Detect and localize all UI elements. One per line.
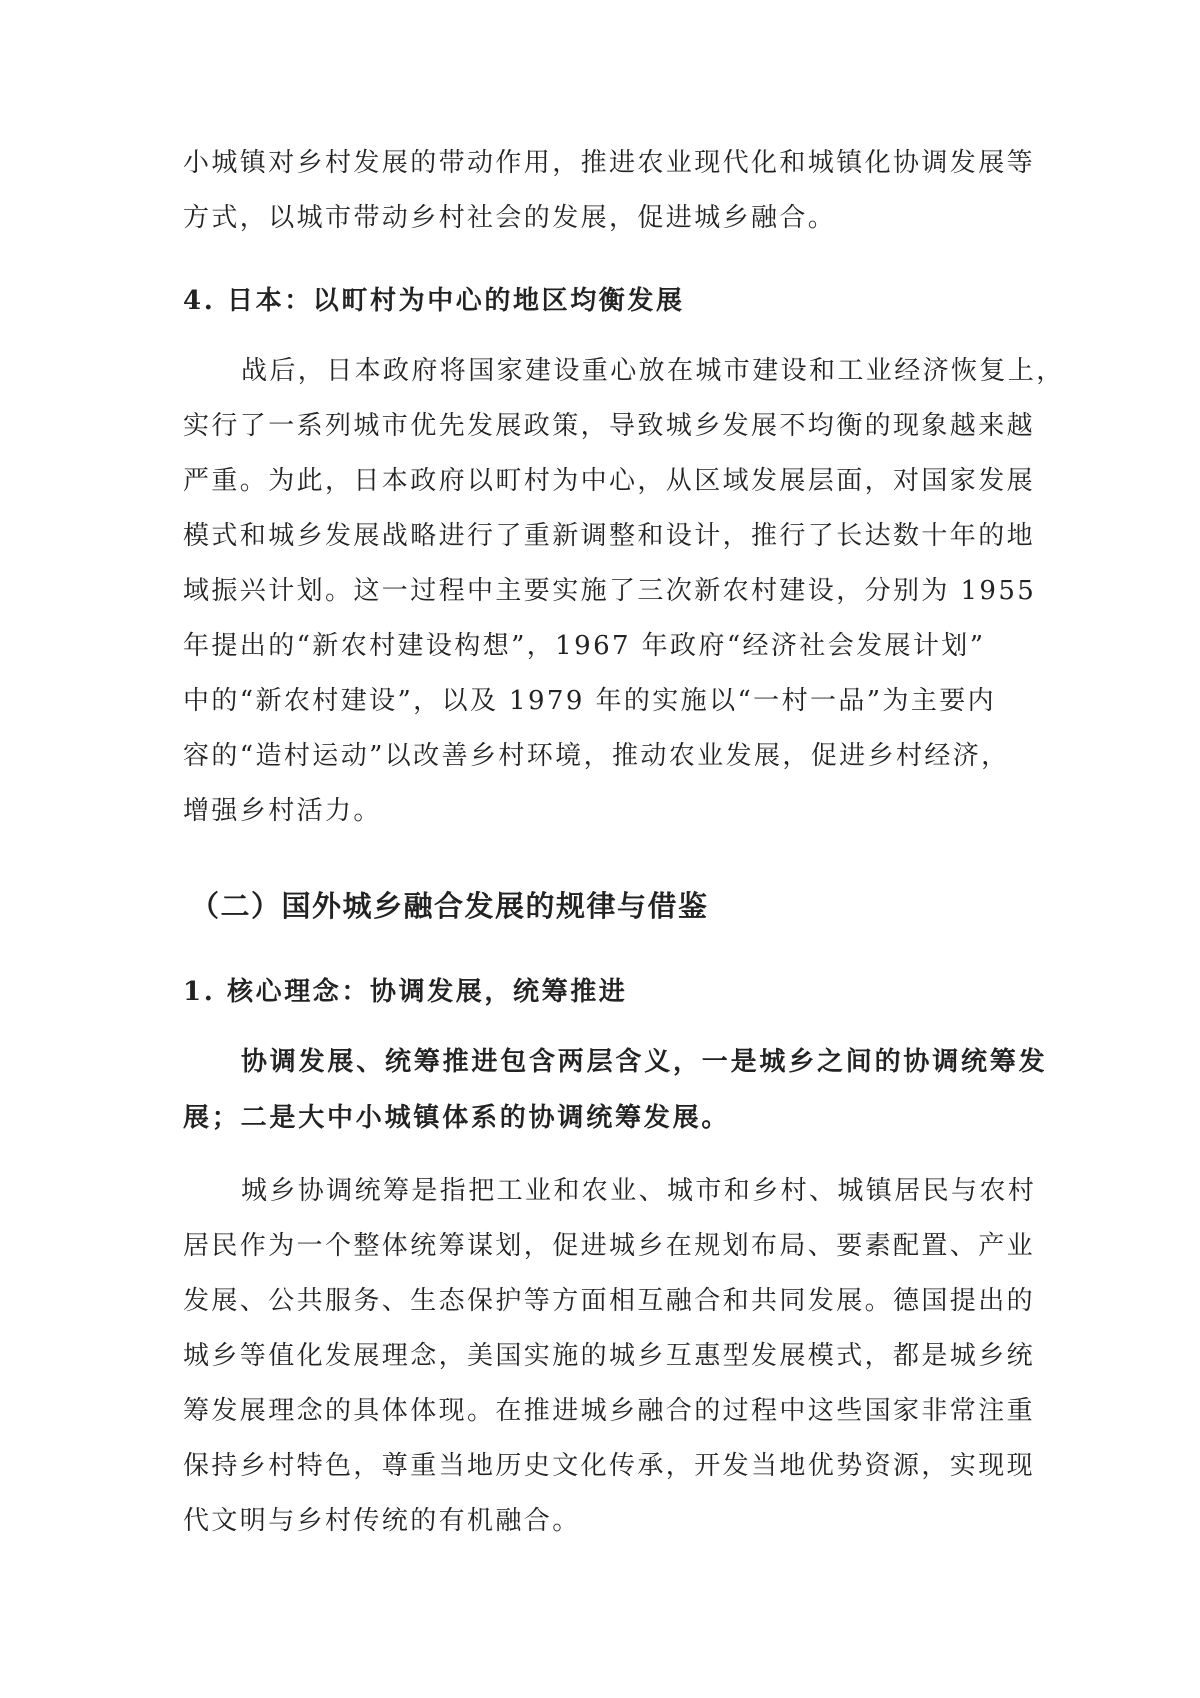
japan-line-6: 年提出的“新农村建设构想”，1967 年政府“经济社会发展计划”	[183, 631, 986, 661]
japan-line-2: 实行了一系列城市优先发展政策，导致城乡发展不均衡的现象越来越	[183, 411, 1036, 441]
body-line-4: 城乡等值化发展理念，美国实施的城乡互惠型发展模式，都是城乡统	[183, 1341, 1036, 1371]
section-heading: （二）国外城乡融合发展的规律与借鉴	[190, 889, 709, 923]
concept-heading: 1. 核心理念：协调发展，统筹推进	[183, 977, 628, 1007]
body-line-5: 筹发展理念的具体体现。在推进城乡融合的过程中这些国家非常注重	[183, 1396, 1036, 1426]
body-line-6: 保持乡村特色，尊重当地历史文化传承，开发当地优势资源，实现现	[183, 1451, 1036, 1481]
japan-line-1: 战后，日本政府将国家建设重心放在城市建设和工业经济恢复上，	[241, 356, 1065, 386]
body-line-7: 代文明与乡村传统的有机融合。	[183, 1506, 581, 1536]
intro-line-2: 方式，以城市带动乡村社会的发展，促进城乡融合。	[183, 203, 837, 233]
intro-line-1: 小城镇对乡村发展的带动作用，推进农业现代化和城镇化协调发展等	[183, 148, 1036, 178]
japan-line-7: 中的“新农村建设”，以及 1979 年的实施以“一村一品”为主要内	[183, 686, 997, 716]
key-statement-line-1: 协调发展、统筹推进包含两层含义，一是城乡之间的协调统筹发	[241, 1047, 1048, 1077]
japan-heading: 4. 日本：以町村为中心的地区均衡发展	[183, 286, 685, 316]
body-line-2: 居民作为一个整体统筹谋划，促进城乡在规划布局、要素配置、产业	[183, 1231, 1036, 1261]
japan-line-5: 域振兴计划。这一过程中主要实施了三次新农村建设，分别为 1955	[183, 576, 1037, 606]
japan-line-3: 严重。为此，日本政府以町村为中心，从区域发展层面，对国家发展	[183, 466, 1036, 496]
japan-line-8: 容的“造村运动”以改善乡村环境，推动农业发展，促进乡村经济，	[183, 741, 1010, 771]
japan-line-9: 增强乡村活力。	[183, 796, 382, 826]
body-line-3: 发展、公共服务、生态保护等方面相互融合和共同发展。德国提出的	[183, 1286, 1036, 1316]
body-line-1: 城乡协调统筹是指把工业和农业、城市和乡村、城镇居民与农村	[241, 1176, 1037, 1206]
japan-line-4: 模式和城乡发展战略进行了重新调整和设计，推行了长达数十年的地	[183, 521, 1036, 551]
key-statement-line-2: 展；二是大中小城镇体系的协调统筹发展。	[183, 1103, 731, 1133]
